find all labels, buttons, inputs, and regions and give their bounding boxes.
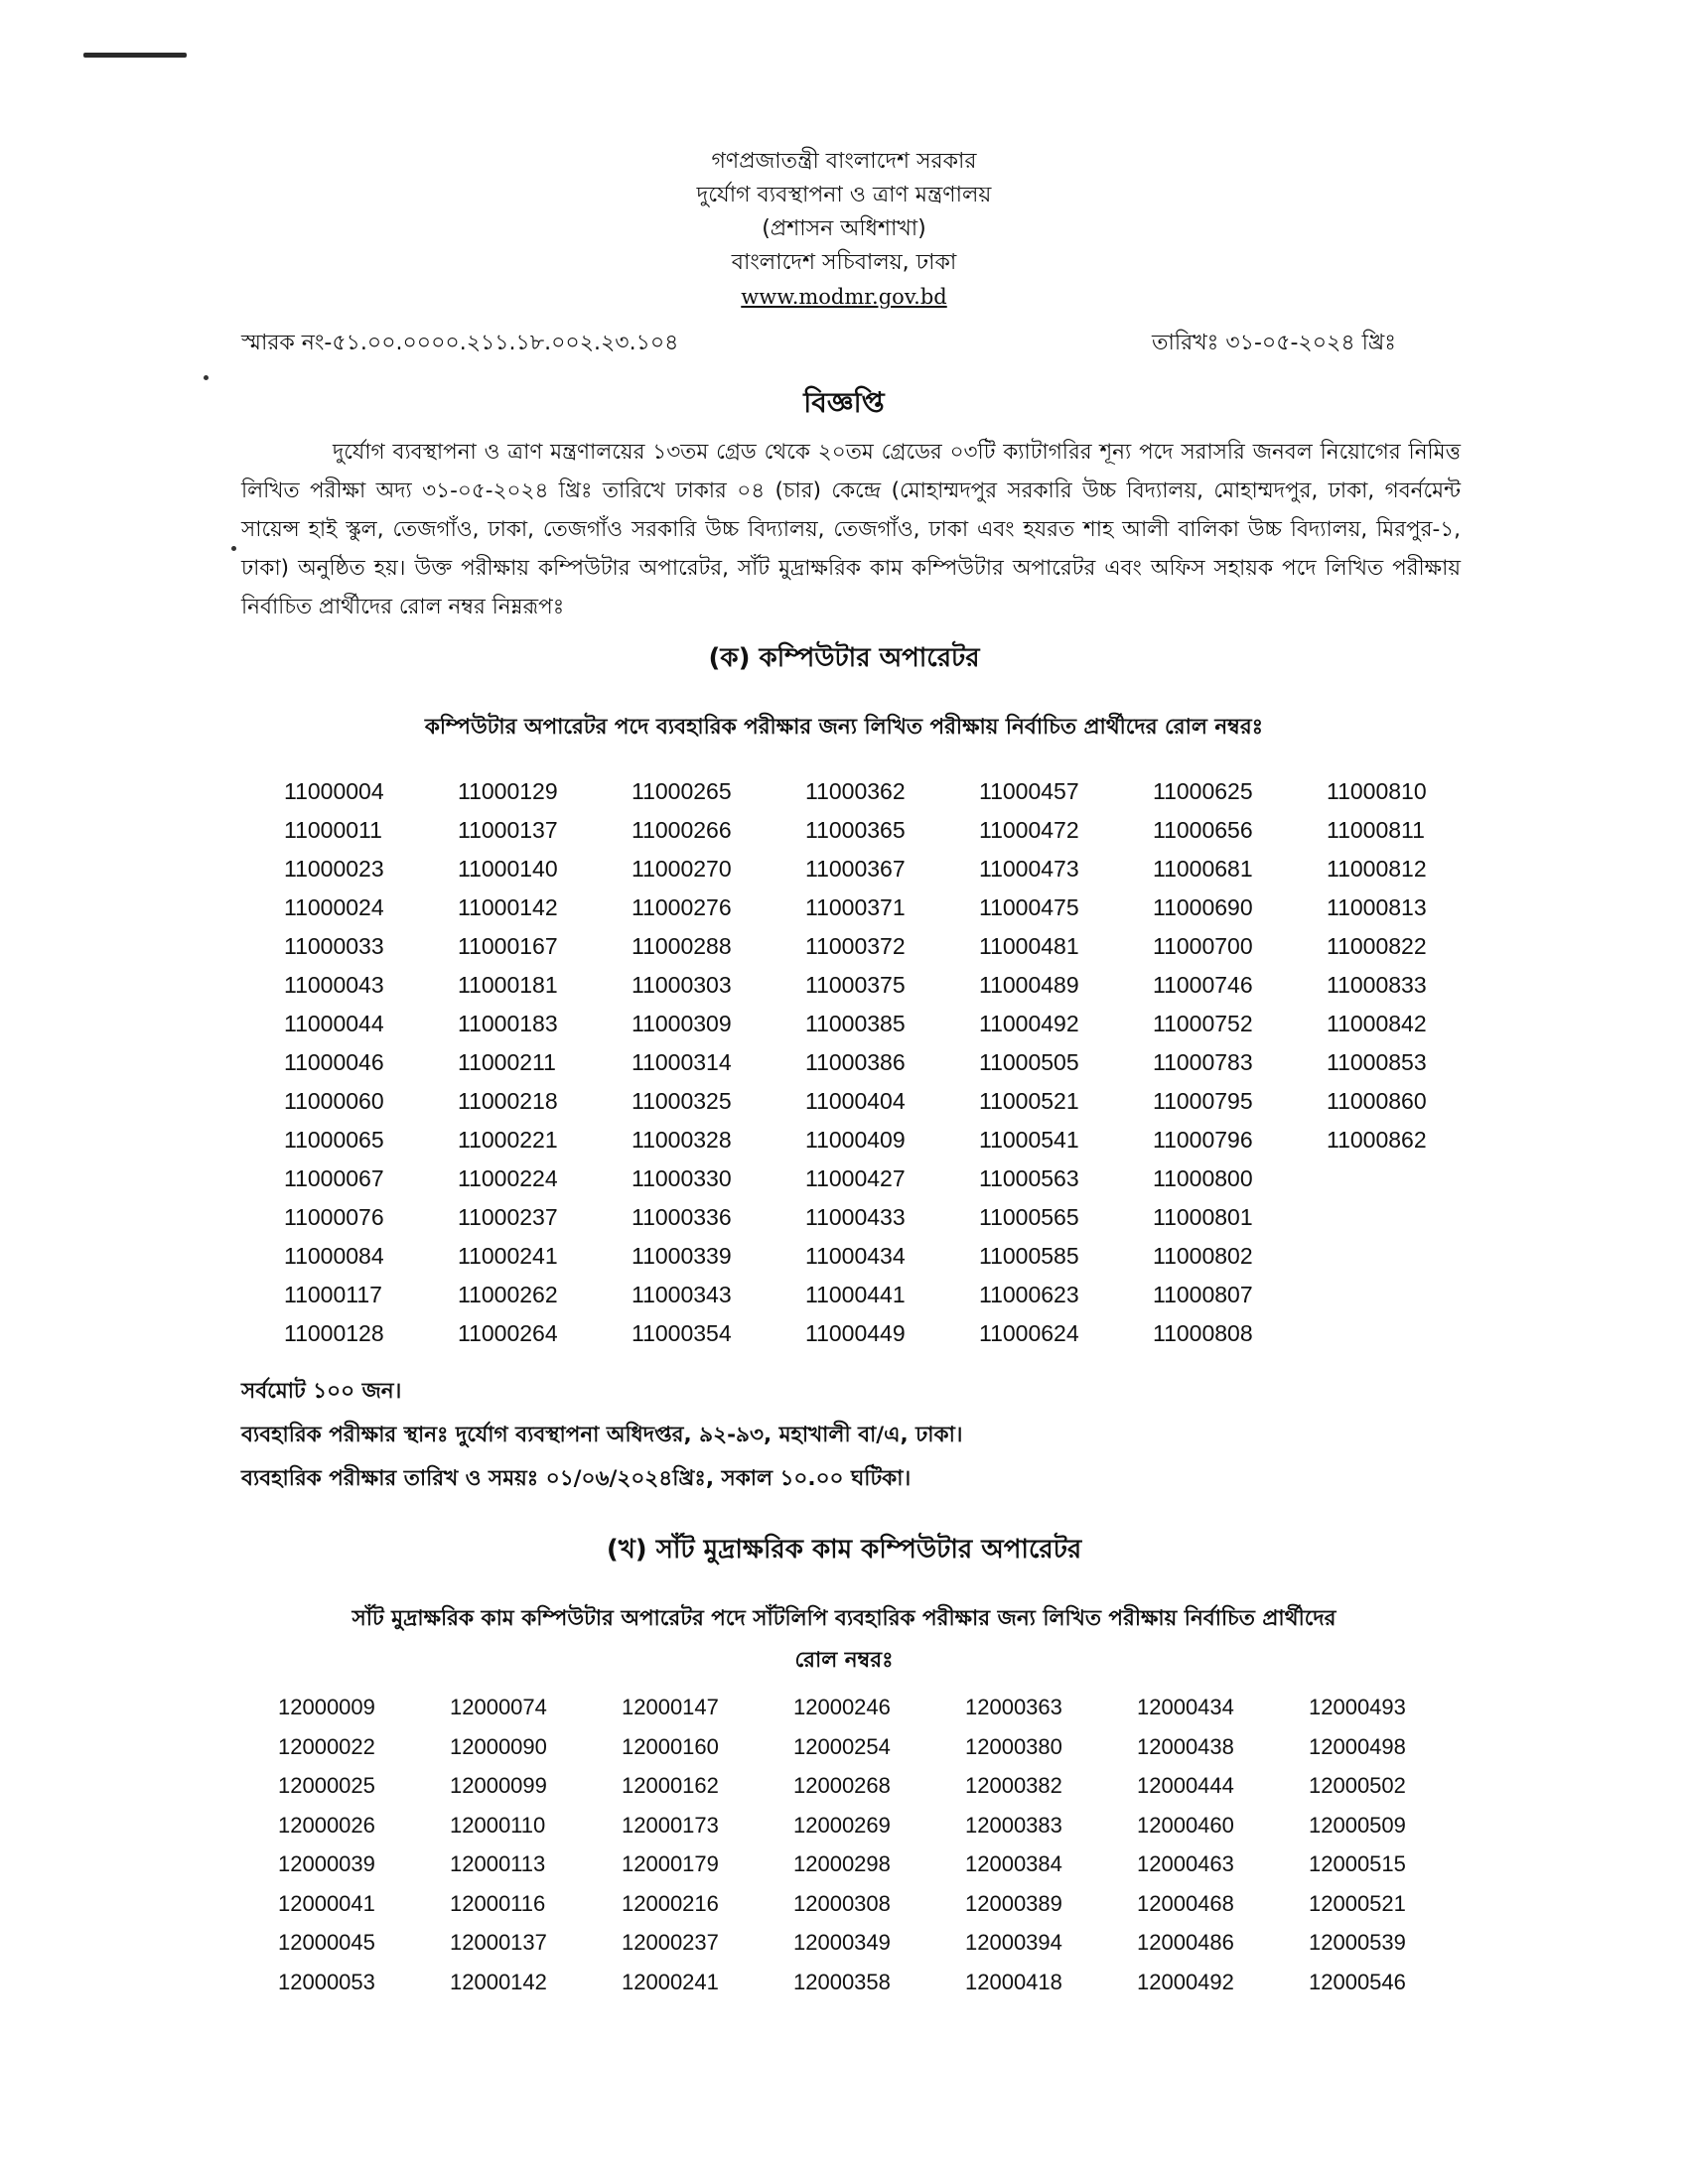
roll-number: 11000211	[458, 1049, 556, 1075]
roll-number: 11000449	[805, 1320, 906, 1346]
section-b-subheading-line1: সাঁট মুদ্রাক্ষরিক কাম কম্পিউটার অপারেটর পদে সাঁটলিপি ব্যবহারিক পরীক্ষার জন্য লিখিত পরীক্ষায় নির্বাচিত প্রার্থীদের	[352, 1606, 1336, 1631]
roll-number: 12000358	[793, 1969, 891, 1994]
roll-number: 11000624	[979, 1320, 1079, 1346]
roll-number: 12000039	[278, 1851, 375, 1876]
roll-number: 12000463	[1137, 1851, 1234, 1876]
roll-number: 12000502	[1309, 1773, 1406, 1798]
roll-number: 12000254	[793, 1733, 891, 1759]
roll-number: 11000183	[458, 1011, 558, 1036]
roll-number: 12000486	[1137, 1930, 1234, 1955]
roll-number: 12000509	[1309, 1812, 1406, 1838]
roll-number: 11000541	[979, 1127, 1079, 1153]
section-b-roll-list	[278, 1688, 1480, 2001]
roll-number: 11000129	[458, 778, 558, 804]
section-a-heading: (ক) কম্পিউটার অপারেটর	[708, 643, 980, 673]
website-link[interactable]: www.modmr.gov.bd	[741, 285, 947, 309]
roll-number: 12000492	[1137, 1969, 1234, 1994]
roll-number: 11000656	[1153, 817, 1253, 843]
roll-number: 11000046	[284, 1049, 384, 1075]
roll-number: 11000023	[284, 856, 384, 882]
roll-number: 11000060	[284, 1088, 384, 1114]
scan-speck	[204, 375, 209, 380]
roll-number: 11000067	[284, 1165, 384, 1191]
roll-number: 12000025	[278, 1773, 375, 1798]
roll-number: 12000041	[278, 1890, 375, 1916]
roll-number: 11000167	[458, 933, 558, 959]
notice-title: বিজ্ঞপ্তি	[803, 386, 885, 419]
roll-number: 11000801	[1153, 1204, 1253, 1230]
roll-number: 12000308	[793, 1890, 891, 1916]
roll-number: 12000137	[450, 1930, 547, 1955]
roll-number: 11000309	[632, 1011, 732, 1036]
roll-number: 11000783	[1153, 1049, 1253, 1075]
roll-number: 12000173	[622, 1812, 719, 1838]
practical-venue: ব্যবহারিক পরীক্ষার স্থানঃ দুর্যোগ ব্যবস্থাপনা অধিদপ্তর, ৯২-৯৩, মহাখালী বা/এ, ঢাকা।	[241, 1423, 963, 1447]
section-a-summary	[241, 1370, 963, 1501]
roll-number: 11000288	[632, 933, 732, 959]
roll-number: 11000181	[458, 972, 558, 998]
roll-number: 12000045	[278, 1930, 375, 1955]
roll-number: 11000481	[979, 933, 1079, 959]
scan-mark	[83, 53, 187, 58]
roll-number: 11000492	[979, 1011, 1079, 1036]
roll-number: 11000218	[458, 1088, 558, 1114]
intro-paragraph: দুর্যোগ ব্যবস্থাপনা ও ত্রাণ মন্ত্রণালয়ের ১৩তম গ্রেড থেকে ২০তম গ্রেডের ০৩টি ক্যাটাগরির শূন্য পদে সরাসরি জনবল নিয়োগের নিমিত্ত লিখিত পরীক্ষা অদ্য ৩১-০৫-২০২৪ খ্রিঃ তারিখে ঢাকার ০৪ (চার) কেন্দ্রে (মোহাম্মদপুর সরকারি উচ্চ বিদ্যালয়, মোহাম্মদপুর, ঢাকা, গবর্নমেন্ট সায়েন্স হাই স্কুল, তেজগাঁও, ঢাকা, তেজগাঁও সরকারি উচ্চ বিদ্যালয়, তেজগাঁও, ঢাকা এবং হযরত শাহ আলী বালিকা উচ্চ বিদ্যালয়, মিরপুর-১, ঢাকা) অনুষ্ঠিত হয়। উক্ত পরীক্ষায় কম্পিউটার অপারেটর, সাঁট মুদ্রাক্ষরিক কাম কম্পিউটার অপারেটর এবং অফিস সহায়ক পদে লিখিত পরীক্ষায় নির্বাচিত প্রার্থীদের রোল নম্বর নিম্নরূপঃ	[241, 440, 1461, 619]
roll-number: 12000546	[1309, 1969, 1406, 1994]
roll-number: 11000367	[805, 856, 906, 882]
roll-number: 11000796	[1153, 1127, 1253, 1153]
letterhead	[0, 145, 1688, 314]
roll-number: 12000237	[622, 1930, 719, 1955]
section-a-roll-list	[284, 772, 1500, 1353]
roll-number: 12000384	[965, 1851, 1062, 1876]
roll-number: 11000441	[805, 1282, 906, 1307]
roll-number: 11000813	[1327, 894, 1427, 920]
roll-number: 11000842	[1327, 1011, 1427, 1036]
roll-number: 11000489	[979, 972, 1079, 998]
roll-number: 11000339	[632, 1243, 732, 1269]
section-b-subheading-line2: রোল নম্বরঃ	[794, 1648, 894, 1673]
roll-number: 11000237	[458, 1204, 558, 1230]
roll-number: 12000444	[1137, 1773, 1234, 1798]
roll-number: 11000140	[458, 856, 558, 882]
roll-number: 12000539	[1309, 1930, 1406, 1955]
roll-number: 11000700	[1153, 933, 1253, 959]
roll-number: 11000822	[1327, 933, 1427, 959]
roll-number: 12000438	[1137, 1733, 1234, 1759]
roll-number: 11000433	[805, 1204, 906, 1230]
roll-number: 11000409	[805, 1127, 906, 1153]
roll-number: 12000389	[965, 1890, 1062, 1916]
roll-number: 12000099	[450, 1773, 547, 1798]
roll-number: 11000266	[632, 817, 732, 843]
ministry-name: দুর্যোগ ব্যবস্থাপনা ও ত্রাণ মন্ত্রণালয়	[696, 183, 992, 207]
roll-number: 11000625	[1153, 778, 1253, 804]
roll-number: 11000681	[1153, 856, 1253, 882]
roll-number: 11000860	[1327, 1088, 1427, 1114]
roll-number: 11000264	[458, 1320, 558, 1346]
roll-number: 12000383	[965, 1812, 1062, 1838]
roll-number: 11000427	[805, 1165, 906, 1191]
roll-number: 12000298	[793, 1851, 891, 1876]
roll-number: 11000328	[632, 1127, 732, 1153]
roll-number: 11000862	[1327, 1127, 1427, 1153]
roll-number: 11000262	[458, 1282, 558, 1307]
section-a-subheading: কম্পিউটার অপারেটর পদে ব্যবহারিক পরীক্ষার জন্য লিখিত পরীক্ষায় নির্বাচিত প্রার্থীদের রোল নম্বরঃ	[424, 715, 1264, 740]
issue-date: তারিখঃ ৩১-০৫-২০২৪ খ্রিঃ	[1151, 331, 1396, 355]
roll-number: 11000011	[284, 817, 382, 843]
roll-number: 11000372	[805, 933, 906, 959]
roll-number: 12000113	[450, 1851, 546, 1876]
roll-number: 12000160	[622, 1733, 719, 1759]
roll-number: 11000276	[632, 894, 732, 920]
roll-number: 11000565	[979, 1204, 1079, 1230]
roll-number: 12000241	[622, 1969, 719, 1994]
roll-number: 12000434	[1137, 1695, 1234, 1719]
roll-number: 12000468	[1137, 1890, 1234, 1916]
roll-number: 12000009	[278, 1695, 375, 1719]
roll-number: 11000024	[284, 894, 384, 920]
roll-number: 11000303	[632, 972, 732, 998]
roll-number: 11000362	[805, 778, 906, 804]
roll-number: 11000810	[1327, 778, 1427, 804]
roll-number: 11000117	[284, 1282, 382, 1307]
scan-speck	[231, 546, 236, 551]
roll-number: 11000795	[1153, 1088, 1253, 1114]
roll-number: 12000394	[965, 1930, 1062, 1955]
roll-number: 11000473	[979, 856, 1079, 882]
roll-number: 11000128	[284, 1320, 384, 1346]
roll-number: 12000142	[450, 1969, 547, 1994]
roll-number: 12000515	[1309, 1851, 1406, 1876]
roll-number: 11000265	[632, 778, 732, 804]
roll-number: 12000246	[793, 1695, 891, 1719]
roll-number: 12000269	[793, 1812, 891, 1838]
roll-number: 11000354	[632, 1320, 732, 1346]
roll-number: 11000224	[458, 1165, 558, 1191]
roll-number: 11000585	[979, 1243, 1079, 1269]
section-b-subheading	[0, 1598, 1688, 1682]
roll-number: 11000142	[458, 894, 558, 920]
roll-number: 12000460	[1137, 1812, 1234, 1838]
roll-number: 12000382	[965, 1773, 1062, 1798]
total-count: সর্বমোট ১০০ জন।	[241, 1379, 402, 1404]
roll-number: 11000623	[979, 1282, 1079, 1307]
roll-number: 12000110	[450, 1812, 546, 1838]
roll-number: 11000330	[632, 1165, 732, 1191]
roll-number: 12000022	[278, 1733, 375, 1759]
roll-number: 12000363	[965, 1695, 1062, 1719]
roll-number: 11000472	[979, 817, 1079, 843]
roll-number: 12000349	[793, 1930, 891, 1955]
address: বাংলাদেশ সচিবালয়, ঢাকা	[731, 250, 957, 275]
practical-datetime: ব্যবহারিক পরীক্ষার তারিখ ও সময়ঃ ০১/০৬/২০২৪খ্রিঃ, সকাল ১০.০০ ঘটিকা।	[241, 1466, 912, 1491]
roll-number: 11000137	[458, 817, 558, 843]
memo-number: স্মারক নং-৫১.০০.০০০০.২১১.১৮.০০২.২৩.১০৪	[241, 331, 679, 355]
roll-number: 11000811	[1327, 817, 1425, 843]
roll-number: 12000026	[278, 1812, 375, 1838]
roll-number: 11000752	[1153, 1011, 1253, 1036]
roll-number: 12000498	[1309, 1733, 1406, 1759]
roll-number: 11000434	[805, 1243, 906, 1269]
roll-number: 12000053	[278, 1969, 375, 1994]
roll-number: 11000385	[805, 1011, 906, 1036]
roll-number: 11000004	[284, 778, 384, 804]
roll-number: 11000802	[1153, 1243, 1253, 1269]
roll-number: 11000808	[1153, 1320, 1253, 1346]
roll-number: 12000179	[622, 1851, 719, 1876]
section-b-heading: (খ) সাঁট মুদ্রাক্ষরিক কাম কম্পিউটার অপারেটর	[606, 1535, 1082, 1565]
roll-number: 11000457	[979, 778, 1079, 804]
roll-number: 12000380	[965, 1733, 1062, 1759]
roll-number: 11000386	[805, 1049, 906, 1075]
roll-number: 11000404	[805, 1088, 906, 1114]
roll-number: 12000147	[622, 1695, 719, 1719]
roll-number: 12000216	[622, 1890, 719, 1916]
roll-number: 11000343	[632, 1282, 732, 1307]
roll-number: 12000418	[965, 1969, 1062, 1994]
roll-number: 11000076	[284, 1204, 384, 1230]
govt-name: গণপ্রজাতন্ত্রী বাংলাদেশ সরকার	[711, 149, 977, 174]
roll-number: 11000853	[1327, 1049, 1427, 1075]
roll-number: 11000800	[1153, 1165, 1253, 1191]
roll-number: 11000325	[632, 1088, 732, 1114]
division-name: (প্রশাসন অধিশাখা)	[762, 216, 926, 241]
roll-number: 11000521	[979, 1088, 1079, 1114]
roll-number: 11000807	[1153, 1282, 1253, 1307]
roll-number: 11000033	[284, 933, 384, 959]
roll-number: 12000162	[622, 1773, 719, 1798]
roll-number: 11000746	[1153, 972, 1253, 998]
roll-number: 11000314	[632, 1049, 732, 1075]
roll-number: 11000505	[979, 1049, 1079, 1075]
roll-number: 11000221	[458, 1127, 558, 1153]
roll-number: 11000812	[1327, 856, 1427, 882]
roll-number: 12000268	[793, 1773, 891, 1798]
roll-number: 12000090	[450, 1733, 547, 1759]
roll-number: 11000690	[1153, 894, 1253, 920]
roll-number: 11000336	[632, 1204, 732, 1230]
roll-number: 11000270	[632, 856, 732, 882]
roll-number: 12000074	[450, 1695, 547, 1719]
roll-number: 12000116	[450, 1890, 546, 1916]
roll-number: 11000833	[1327, 972, 1427, 998]
roll-number: 12000521	[1309, 1890, 1406, 1916]
roll-number: 11000365	[805, 817, 906, 843]
roll-number: 11000043	[284, 972, 384, 998]
roll-number: 11000084	[284, 1243, 384, 1269]
roll-number: 11000241	[458, 1243, 558, 1269]
roll-number: 12000493	[1309, 1695, 1406, 1719]
roll-number: 11000065	[284, 1127, 384, 1153]
roll-number: 11000375	[805, 972, 906, 998]
roll-number: 11000563	[979, 1165, 1079, 1191]
roll-number: 11000044	[284, 1011, 384, 1036]
roll-number: 11000475	[979, 894, 1079, 920]
roll-number: 11000371	[805, 894, 906, 920]
